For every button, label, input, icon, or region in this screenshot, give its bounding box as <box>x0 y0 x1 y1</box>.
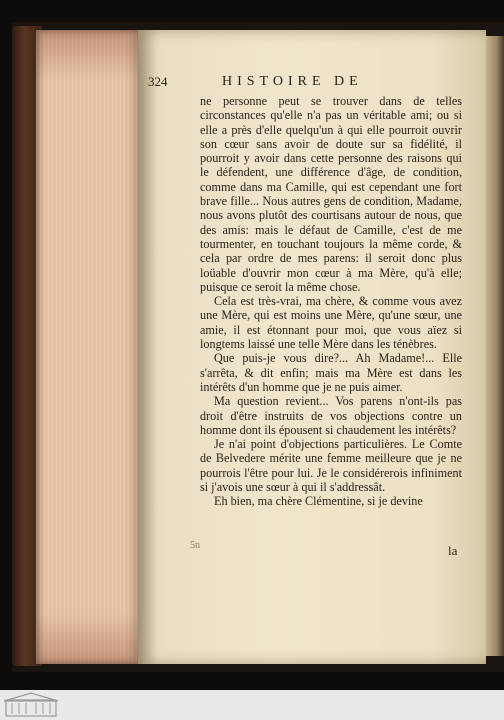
paragraph: Je n'ai point d'objections particulières. Le Comte de Belvedere mérite une femme meilleure que je ne pourrois l'être pour lui. Je le considérerois infiniment si j'avois une sœur à qui il s'addressât. <box>200 437 462 495</box>
page-header <box>148 74 468 94</box>
page-edges-stack <box>36 30 140 664</box>
viewer-footer-bar <box>0 690 504 720</box>
catchword: la <box>448 543 458 558</box>
paragraph: Cela est très-vrai, ma chère, & comme vous avez une Mère, qui est moins une Mère, qu'une sœur, une amie, il est étonnant pour moi, que vous aïez si longtems laissé une telle Mère dans les ténèbres. <box>200 294 462 352</box>
page-text <box>200 94 462 509</box>
paragraph: ne personne peut se trouver dans de telles circonstances qu'elle n'a pas un véritable ami; ou si elle a près d'elle quelqu'un à qui elle pourroit ouvrir son cœur sans avoir de doute sur sa fidélité, il pourroit y avoir dans cette personne des raisons qui le défendent, une différence d'âge, de condition, comme dans ma Camille, qui est cependant une fort brave fille... Nous autres gens de condition, Madame, nous avons plutôt des courtisans autour de nous, que des amis: mais le défaut de Camille, c'est de me tourmenter, en touchant toujours la même corde, & cela par ordre de mes parens: il seroit donc plus loüable d'ouvrir mon cœur à ma Mère, qu'à elle; puisque ce seroit la même chose. <box>200 94 462 294</box>
paragraph: Ma question revient... Vos parens n'ont-ils pas droit d'être instruits de vos objections contre un homme dont ils épousent si chaudement les intérêts? <box>200 394 462 437</box>
running-title: HISTOIRE DE <box>222 74 363 89</box>
signature-mark: 5n <box>190 540 200 551</box>
right-page-edge <box>486 36 504 656</box>
paragraph: Eh bien, ma chère Clémentine, si je devine <box>214 494 423 509</box>
page-number: 324 <box>148 74 168 89</box>
paragraph: Que puis-je vous dire?... Ah Madame!... Elle s'arrêta, & dit enfin; mais ma Mère est dans les intérêts d'un homme que je ne puis aimer. <box>200 351 462 394</box>
library-building-icon <box>4 692 58 718</box>
